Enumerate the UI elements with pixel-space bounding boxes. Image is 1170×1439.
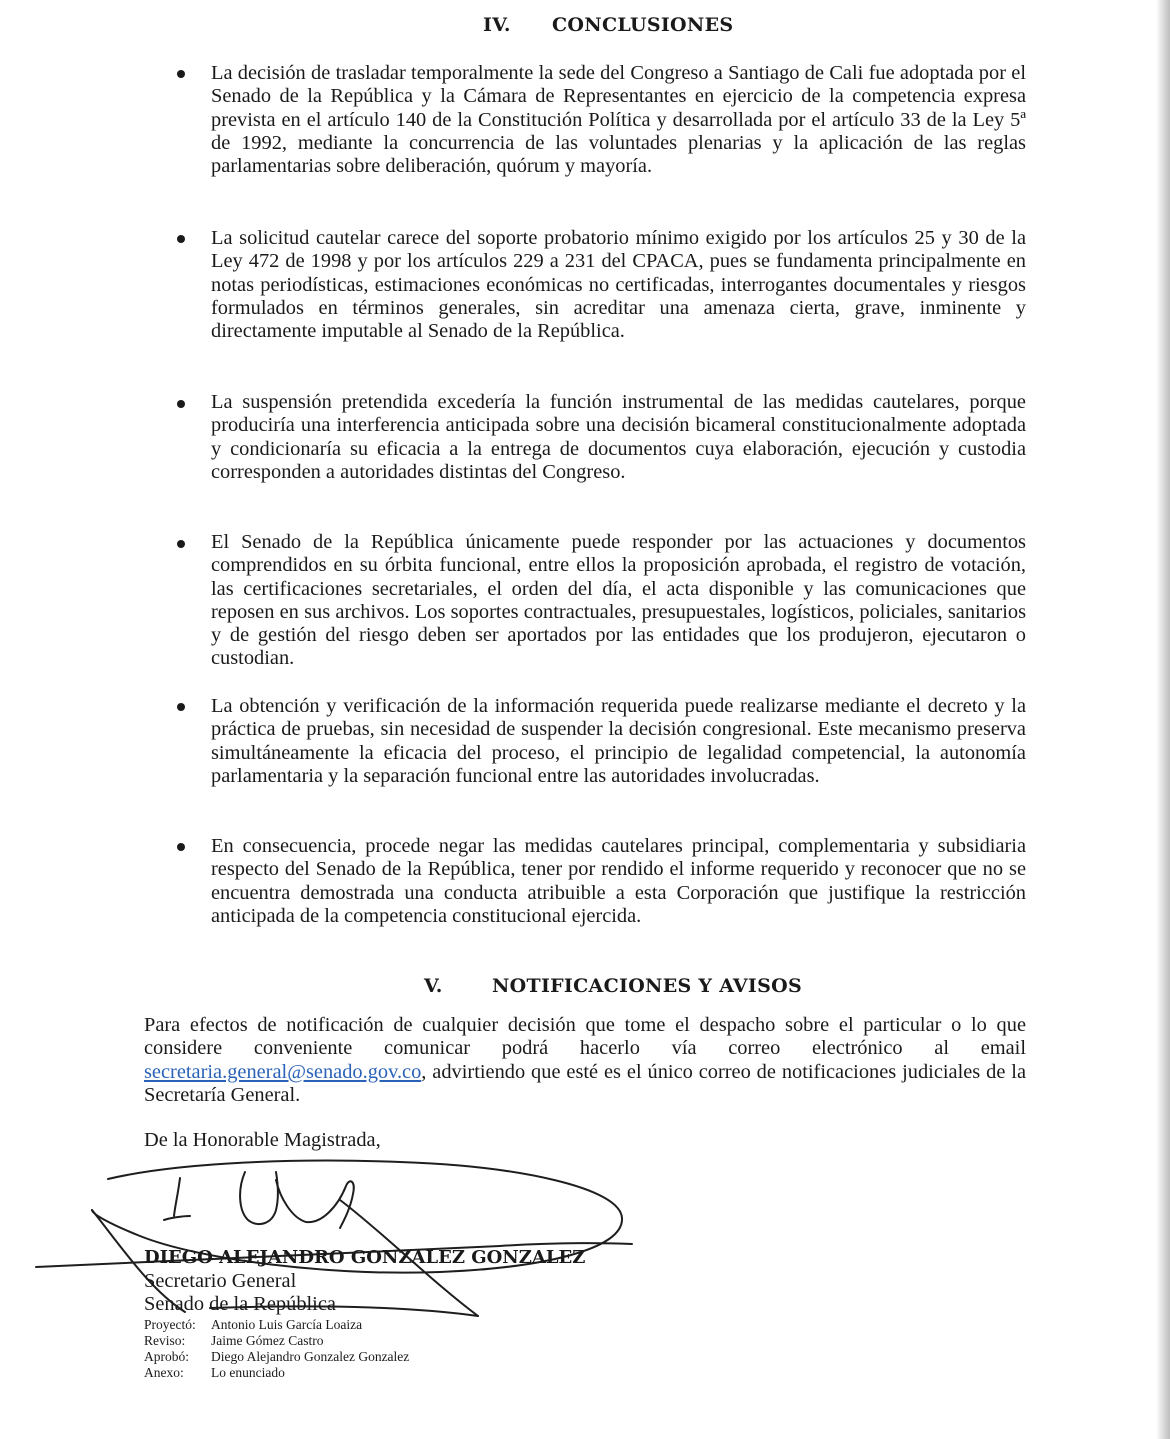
closing-salutation: De la Honorable Magistrada, (144, 1129, 381, 1151)
footer-value: Jaime Gómez Castro (211, 1333, 324, 1348)
footer-value: Diego Alejandro Gonzalez Gonzalez (211, 1349, 410, 1364)
notification-text-before: Para efectos de notificación de cualquier decisión que tome el despacho sobre el particular o lo que considere conveniente comunicar podrá hacerlo vía correo electrónico al email (144, 1014, 1026, 1060)
footer-label: Reviso: (144, 1333, 186, 1348)
footer-value: Lo enunciado (211, 1365, 285, 1380)
footer-label: Aprobó: (144, 1349, 189, 1364)
bullet-dot (177, 703, 185, 711)
section-iv-title: CONCLUSIONES (552, 14, 734, 36)
conclusion-bullet-1: La decisión de trasladar temporalmente la sede del Congreso a Santiago de Cali fue adoptada por el Senado de la República y la Cámara de Representantes en ejercicio de la competencia expresa prevista en el artículo 140 de la Constitución Política y desarrollada por el artículo 33 de la Ley 5ª de 1992, mediante la concurrencia de las voluntades plenarias y la aplicación de las reglas parlamentarias sobre deliberación, quórum y mayoría. (211, 62, 1026, 178)
footer-label: Anexo: (144, 1365, 184, 1380)
bullet-dot (177, 540, 185, 548)
bullet-dot (177, 70, 185, 78)
conclusion-bullet-2: La solicitud cautelar carece del soporte probatorio mínimo exigido por los artículos 25 y 30 de la Ley 472 de 1998 y por los artículos 229 a 231 del CPACA, pues se fundamenta principalmente en notas periodísticas, estimaciones económicas no certificadas, interrogantes documentales y riesgos formulados en términos generales, sin acreditar una amenaza cierta, grave, inminente y directamente imputable al Senado de la República. (211, 227, 1026, 343)
notification-text-after: , advirtiendo que esté es el único correo de notificaciones judiciales de la Secretaría General. (144, 1060, 1026, 1106)
section-v-title: NOTIFICACIONES Y AVISOS (492, 975, 802, 997)
bullet-dot (177, 235, 185, 243)
conclusion-bullet-6: En consecuencia, procede negar las medidas cautelares principal, complementaria y subsidiaria respecto del Senado de la República, tener por rendido el informe requerido y reconocer que no se encuentra demostrada una conducta atribuible a esta Corporación que justifique la restricción anticipada de la competencia constitucional ejercida. (211, 835, 1026, 927)
signer-role: Secretario General (144, 1270, 297, 1292)
footer-value: Antonio Luis García Loaiza (211, 1317, 363, 1332)
signer-entity: Senado de la República (144, 1293, 336, 1315)
section-iv-number: IV. (483, 14, 511, 36)
conclusion-bullet-4: El Senado de la República únicamente puede responder por las actuaciones y documentos comprendidos en su órbita funcional, entre ellos la proposición aprobada, el registro de votación, las certificaciones secretariales, el orden del día, el acta disponible y las comunicaciones que reposen en sus archivos. Los soportes contractuales, presupuestales, logísticos, policiales, sanitarios y de gestión del riesgo deben ser aportados por las entidades que los produjeron, ejecutaron o custodian. (211, 531, 1026, 670)
handwritten-signature (0, 1140, 700, 1340)
bullet-dot (177, 843, 185, 851)
footer-label: Proyectó: (144, 1317, 196, 1332)
conclusion-bullet-3: La suspensión pretendida excedería la función instrumental de las medidas cautelares, porque produciría una interferencia anticipada sobre una decisión bicameral constitucionalmente adoptada y condicionaría su eficacia a la entrega de documentos cuya elaboración, ejecución y custodia corresponden a autoridades distintas del Congreso. (211, 391, 1026, 483)
conclusion-bullet-5: La obtención y verificación de la información requerida puede realizarse mediante el decreto y la práctica de pruebas, sin necesidad de suspender la decisión congresional. Este mecanismo preserva simultáneamente la eficacia del proceso, el principio de legalidad competencial, la autonomía parlamentaria y la separación funcional entre las autoridades involucradas. (211, 695, 1026, 787)
notification-paragraph (144, 1014, 1026, 1107)
page-edge-shadow (1156, 0, 1170, 1439)
signer-name: DIEGO ALEJANDRO GONZALEZ GONZALEZ (144, 1247, 586, 1268)
email-link[interactable]: secretaria.general@senado.gov.co (144, 1060, 422, 1083)
section-v-number: V. (424, 975, 443, 997)
bullet-dot (177, 400, 185, 408)
